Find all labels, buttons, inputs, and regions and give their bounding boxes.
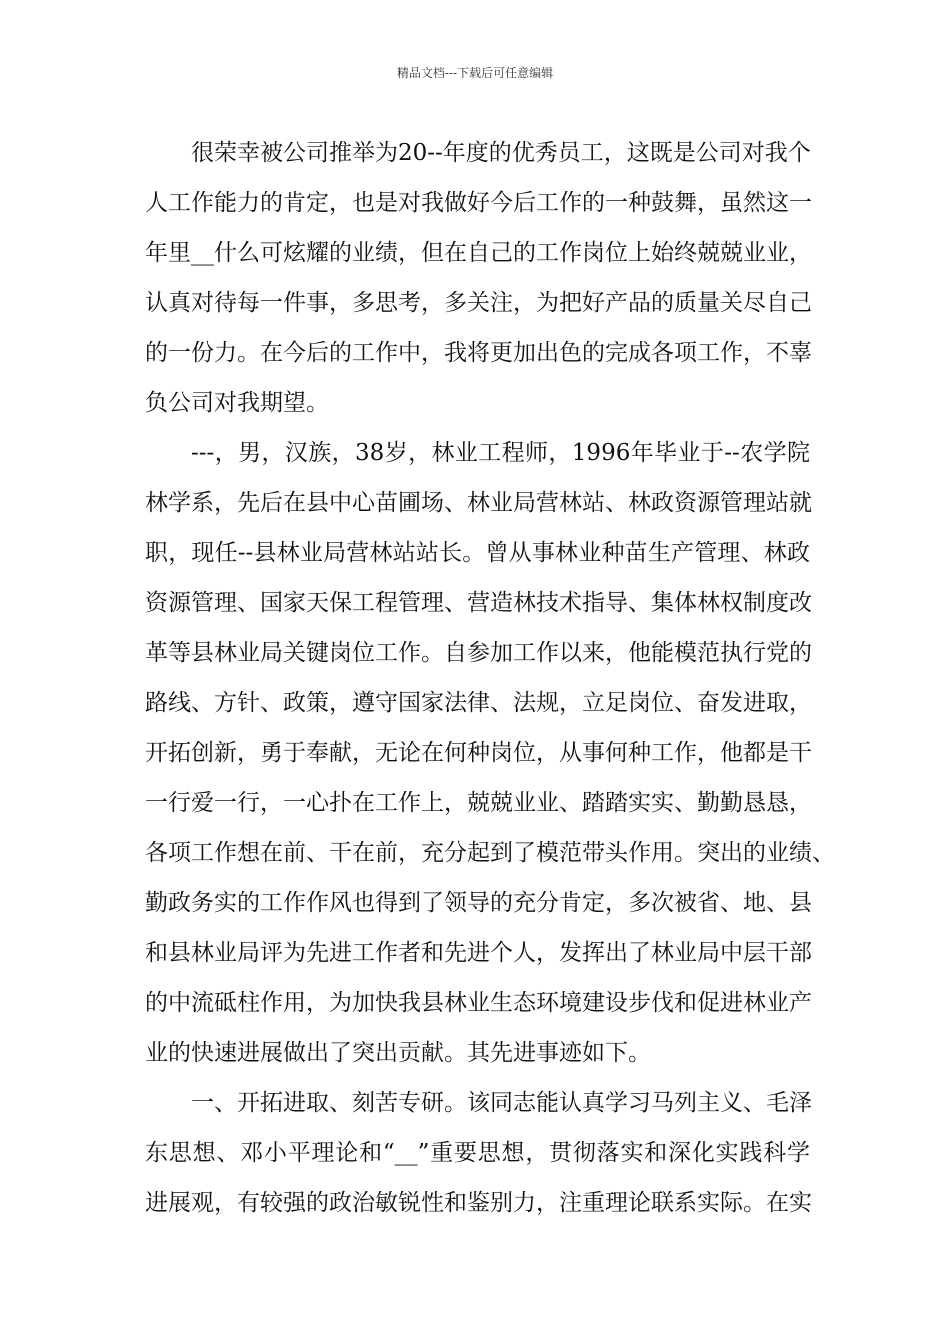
paragraph-line: 路线、方针、政策，遵守国家法律、法规，立足岗位、奋发进取， <box>145 690 812 716</box>
paragraph-line: 和县林业局评为先进工作者和先进个人，发挥出了林业局中层干部 <box>145 940 812 966</box>
paragraph-line: 很荣幸被公司推举为20--年度的优秀员工，这既是公司对我个 <box>191 140 811 166</box>
paragraph-line: 一行爱一行，一心扑在工作上，兢兢业业、踏踏实实、勤勤恳恳， <box>145 790 812 816</box>
paragraph-line: 革等县林业局关键岗位工作。自参加工作以来，他能模范执行党的 <box>145 640 812 666</box>
paragraph-line: 的一份力。在今后的工作中，我将更加出色的完成各项工作，不辜 <box>145 340 812 366</box>
document-body <box>145 128 835 1228</box>
paragraph-line: 职，现任--县林业局营林站站长。曾从事林业种苗生产管理、林政 <box>145 540 810 566</box>
paragraph-line: 开拓创新，勇于奉献，无论在何种岗位，从事何种工作，他都是干 <box>145 740 812 766</box>
paragraph-line: 业的快速进展做出了突出贡献。其先进事迹如下。 <box>145 1040 651 1066</box>
paragraph-line: 一、开拓进取、刻苦专研。该同志能认真学习马列主义、毛泽 <box>191 1090 812 1116</box>
paragraph-line: 认真对待每一件事，多思考，多关注，为把好产品的质量关尽自己 <box>145 290 812 316</box>
paragraph-line: 的中流砥柱作用，为加快我县林业生态环境建设步伐和促进林业产 <box>145 990 812 1016</box>
paragraph-line: ---，男，汉族，38岁，林业工程师，1996年毕业于--农学院 <box>191 440 810 466</box>
paragraph-line: 勤政务实的工作作风也得到了领导的充分肯定，多次被省、地、县 <box>145 890 812 916</box>
paragraph-line: 负公司对我期望。 <box>145 390 329 416</box>
paragraph-line: 进展观，有较强的政治敏锐性和鉴别力，注重理论联系实际。在实 <box>145 1190 812 1216</box>
paragraph-line: 人工作能力的肯定，也是对我做好今后工作的一种鼓舞，虽然这一 <box>145 190 812 216</box>
page-header: 精品文档---下载后可任意编辑 <box>396 66 554 80</box>
paragraph-line: 林学系，先后在县中心苗圃场、林业局营林站、林政资源管理站就 <box>145 490 812 516</box>
paragraph-line: 资源管理、国家天保工程管理、营造林技术指导、集体林权制度改 <box>145 590 812 616</box>
paragraph-line: 各项工作想在前、干在前，充分起到了模范带头作用。突出的业绩、 <box>145 840 835 866</box>
paragraph-line: 东思想、邓小平理论和“__”重要思想，贯彻落实和深化实践科学 <box>145 1140 810 1166</box>
paragraph-line: 年里__什么可炫耀的业绩，但在自己的工作岗位上始终兢兢业业， <box>145 240 812 266</box>
